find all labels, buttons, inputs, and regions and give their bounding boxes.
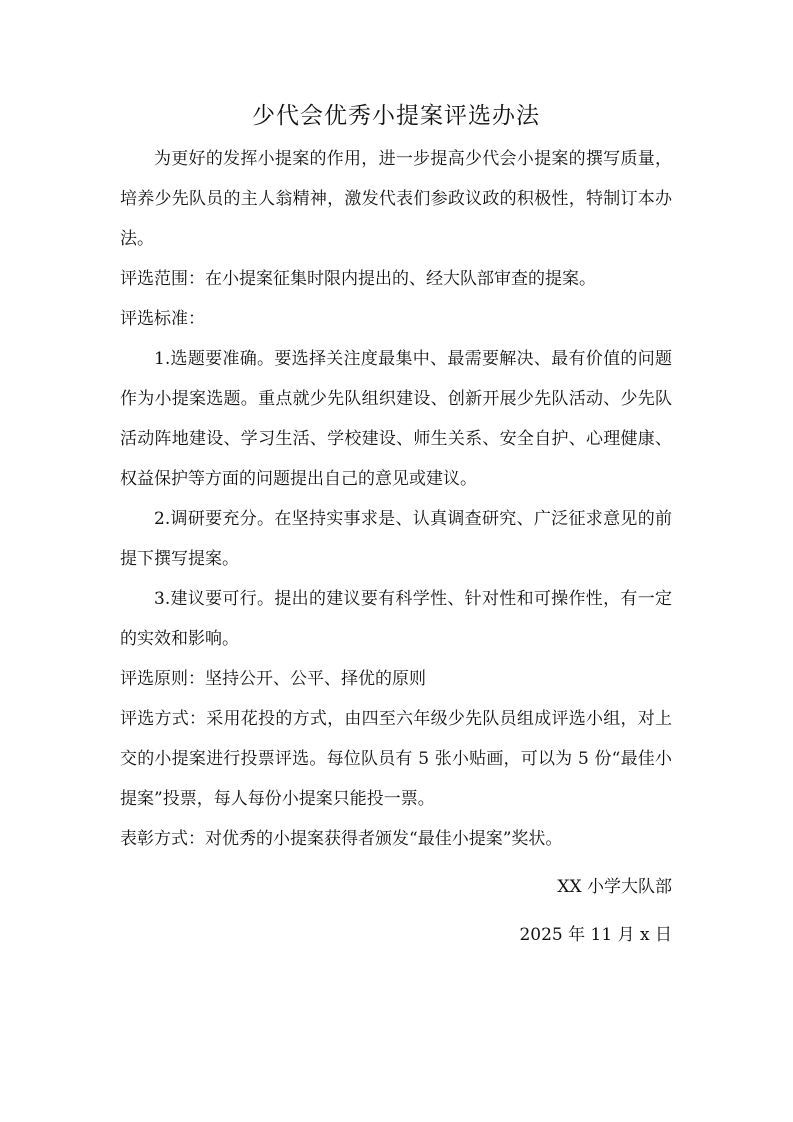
criteria-item-3: 3.建议要可行。提出的建议要有科学性、针对性和可操作性，有一定的实效和影响。: [120, 589, 672, 649]
award-paragraph: 表彰方式：对优秀的小提案获得者颁发“最佳小提案”奖状。: [120, 829, 563, 849]
criteria-item-1: 1.选题要准确。要选择关注度最集中、最需要解决、最有价值的问题作为小提案选题。重点就少先队组织建设、创新开展少先队活动、少先队活动阵地建设、学习生活、学校建设、师生关系、安全自护、心理健康、权益保护等方面的问题提出自己的意见或建议。: [120, 349, 672, 489]
criteria-item-2: 2.调研要充分。在坚持实事求是、认真调查研究、广泛征求意见的前提下撰写提案。: [120, 509, 672, 569]
signature: XX 小学大队部: [557, 877, 672, 897]
criteria-heading: 评选标准：: [120, 309, 205, 329]
document-title: 少代会优秀小提案评选办法: [252, 103, 540, 129]
method-paragraph: 评选方式：采用花投的方式，由四至六年级少先队员组成评选小组，对上交的小提案进行投票评选。每位队员有 5 张小贴画，可以为 5 份“最佳小提案”投票，每人每份小提案只能投一票。: [120, 709, 672, 809]
intro-paragraph: 为更好的发挥小提案的作用，进一步提高少代会小提案的撰写质量，培养少先队员的主人翁精神，激发代表们参政议政的积极性，特制订本办法。: [120, 149, 672, 249]
document-date: 2025 年 11 月 x 日: [519, 925, 672, 945]
principle-paragraph: 评选原则：坚持公开、公平、择优的原则: [120, 669, 426, 689]
document-page: [120, 95, 672, 955]
scope-paragraph: 评选范围：在小提案征集时限内提出的、经大队部审查的提案。: [120, 269, 596, 289]
